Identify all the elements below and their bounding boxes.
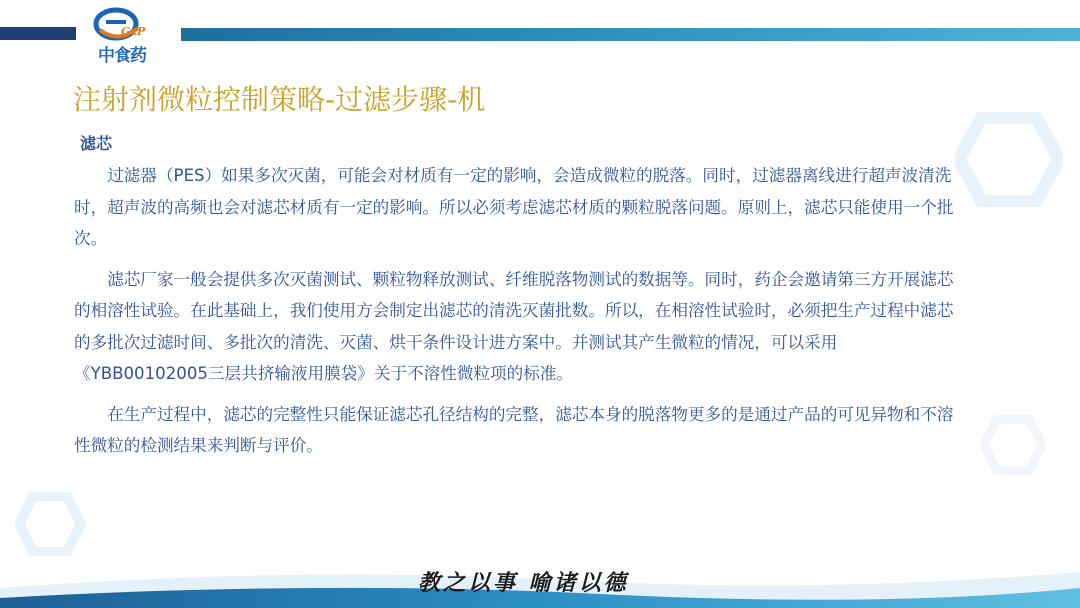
page-title: 注射剂微粒控制策略-过滤步骤-机 — [73, 83, 486, 116]
header-bar-right — [181, 28, 1080, 41]
company-logo — [92, 4, 174, 66]
hexagon-decoration-icon — [955, 112, 1063, 207]
paragraph: 在生产过程中，滤芯的完整性只能保证滤芯孔径结构的完整，滤芯本身的脱落物更多的是通过产品的可见异物和不溶性微粒的检测结果来判断与评价。 — [74, 404, 954, 455]
header-bar-left — [0, 27, 76, 40]
body-text — [74, 160, 954, 471]
hexagon-decoration-icon — [980, 415, 1046, 475]
footer-motto: 教之以事 喻诸以德 — [418, 570, 629, 596]
logo-text-en: GxP — [121, 25, 146, 38]
paragraph: 过滤器（PES）如果多次灭菌，可能会对材质有一定的影响，会造成微粒的脱落。同时，过滤器离线进行超声波清洗时，超声波的高频也会对滤芯材质有一定的影响。所以必须考虑滤芯材质的颗粒脱落问题。原则上，滤芯只能使用一个批次。 — [74, 166, 954, 248]
section-heading: 滤芯 — [80, 134, 113, 153]
paragraph: 滤芯厂家一般会提供多次灭菌测试、颗粒物释放测试、纤维脱落物测试的数据等。同时，药企会邀请第三方开展滤芯的相溶性试验。在此基础上，我们使用方会制定出滤芯的清洗灭菌批数。所以，在相溶性试验时，必须把生产过程中滤芯的多批次过滤时间、多批次的清洗、灭菌、烘干条件设计进方案中。并测试其产生微粒的情况，可以采用《YBB00102005三层共挤输液用膜袋》关于不溶性微粒项的标准。 — [74, 269, 954, 383]
logo-text-zh: 中食药 — [98, 46, 146, 66]
hexagon-decoration-icon — [15, 492, 85, 556]
